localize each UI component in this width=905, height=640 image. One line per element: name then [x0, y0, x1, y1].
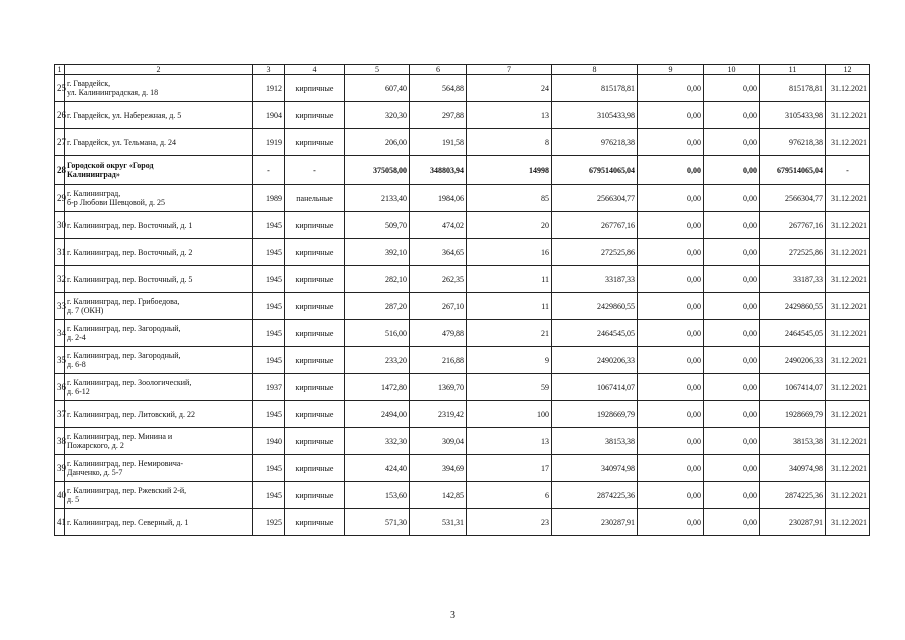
value-cell: 0,00 [704, 266, 760, 293]
address-line: г. Калининград, пер. Восточный, д. 1 [67, 220, 193, 230]
value-cell: 479,88 [410, 320, 467, 347]
table-row [55, 185, 870, 212]
address-line: Калининград» [67, 170, 120, 179]
address-line: г. Калининград, пер. Восточный, д. 2 [67, 247, 193, 257]
value-cell: 607,40 [345, 75, 410, 102]
value-cell: 509,70 [345, 212, 410, 239]
material-cell: кирпичные [285, 401, 345, 428]
date-cell: 31.12.2021 [826, 102, 870, 129]
year-cell: - [253, 156, 285, 185]
col-header: 5 [345, 65, 410, 75]
row-number: 27 [55, 129, 65, 156]
year-cell: 1945 [253, 455, 285, 482]
row-number: 26 [55, 102, 65, 129]
table-row [55, 212, 870, 239]
date-cell: 31.12.2021 [826, 482, 870, 509]
value-cell: 206,00 [345, 129, 410, 156]
date-cell: 31.12.2021 [826, 129, 870, 156]
table-row [55, 156, 870, 185]
address-cell [65, 185, 253, 212]
row-number: 38 [55, 428, 65, 455]
address-cell [65, 156, 253, 185]
value-cell: 2874225,36 [760, 482, 826, 509]
value-cell: 0,00 [704, 293, 760, 320]
date-cell: 31.12.2021 [826, 509, 870, 536]
value-cell: 392,10 [345, 239, 410, 266]
row-number: 41 [55, 509, 65, 536]
value-cell: 2133,40 [345, 185, 410, 212]
value-cell: 0,00 [638, 239, 704, 266]
value-cell: 0,00 [638, 75, 704, 102]
address-line: д. 5 [67, 495, 80, 504]
value-cell: 2464545,05 [760, 320, 826, 347]
material-cell: кирпичные [285, 75, 345, 102]
value-cell: 1928669,79 [552, 401, 638, 428]
value-cell: 2319,42 [410, 401, 467, 428]
page-number: 3 [450, 610, 455, 621]
material-cell: кирпичные [285, 129, 345, 156]
column-number-header-row [55, 65, 870, 75]
address-cell [65, 266, 253, 293]
value-cell: 11 [467, 293, 552, 320]
value-cell: 282,10 [345, 266, 410, 293]
value-cell: 0,00 [704, 102, 760, 129]
value-cell: 0,00 [704, 239, 760, 266]
value-cell: 297,88 [410, 102, 467, 129]
year-cell: 1989 [253, 185, 285, 212]
value-cell: 1067414,07 [552, 374, 638, 401]
value-cell: 11 [467, 266, 552, 293]
value-cell: 153,60 [345, 482, 410, 509]
value-cell: 531,31 [410, 509, 467, 536]
year-cell: 1904 [253, 102, 285, 129]
value-cell: 0,00 [638, 482, 704, 509]
row-number: 25 [55, 75, 65, 102]
value-cell: 17 [467, 455, 552, 482]
value-cell: 0,00 [704, 129, 760, 156]
address-line: ул. Калининградская, д. 18 [67, 88, 159, 97]
value-cell: 516,00 [345, 320, 410, 347]
material-cell: кирпичные [285, 293, 345, 320]
value-cell: 287,20 [345, 293, 410, 320]
value-cell: 38153,38 [760, 428, 826, 455]
value-cell: 1984,06 [410, 185, 467, 212]
value-cell: 0,00 [638, 428, 704, 455]
value-cell: 679514065,04 [760, 156, 826, 185]
material-cell: панельные [285, 185, 345, 212]
year-cell: 1940 [253, 428, 285, 455]
address-cell [65, 102, 253, 129]
address-line: г. Калининград, пер. Загородный, [67, 351, 181, 360]
value-cell: 233,20 [345, 347, 410, 374]
value-cell: 0,00 [704, 320, 760, 347]
value-cell: 976218,38 [760, 129, 826, 156]
date-cell: 31.12.2021 [826, 455, 870, 482]
row-number: 31 [55, 239, 65, 266]
address-cell [65, 428, 253, 455]
address-line: г. Калининград, пер. Ржевский 2-й, [67, 486, 187, 495]
year-cell: 1912 [253, 75, 285, 102]
date-cell: 31.12.2021 [826, 239, 870, 266]
year-cell: 1925 [253, 509, 285, 536]
date-cell: 31.12.2021 [826, 266, 870, 293]
year-cell: 1945 [253, 212, 285, 239]
value-cell: 0,00 [704, 455, 760, 482]
value-cell: 13 [467, 102, 552, 129]
value-cell: 309,04 [410, 428, 467, 455]
table-row [55, 293, 870, 320]
table-row [55, 129, 870, 156]
value-cell: 3105433,98 [760, 102, 826, 129]
year-cell: 1945 [253, 482, 285, 509]
value-cell: 0,00 [704, 509, 760, 536]
value-cell: 59 [467, 374, 552, 401]
value-cell: 0,00 [704, 75, 760, 102]
value-cell: 21 [467, 320, 552, 347]
address-cell [65, 401, 253, 428]
address-cell [65, 129, 253, 156]
value-cell: 332,30 [345, 428, 410, 455]
material-cell: кирпичные [285, 374, 345, 401]
value-cell: 815178,81 [760, 75, 826, 102]
row-number: 29 [55, 185, 65, 212]
value-cell: 0,00 [704, 401, 760, 428]
row-number: 35 [55, 347, 65, 374]
col-header: 3 [253, 65, 285, 75]
value-cell: 267767,16 [552, 212, 638, 239]
row-number: 32 [55, 266, 65, 293]
value-cell: 267767,16 [760, 212, 826, 239]
table-row [55, 239, 870, 266]
date-cell: 31.12.2021 [826, 320, 870, 347]
address-cell [65, 293, 253, 320]
col-header: 6 [410, 65, 467, 75]
value-cell: 2566304,77 [760, 185, 826, 212]
value-cell: 340974,98 [552, 455, 638, 482]
value-cell: 2429860,55 [552, 293, 638, 320]
value-cell: 1369,70 [410, 374, 467, 401]
table-row [55, 102, 870, 129]
material-cell: - [285, 156, 345, 185]
col-header: 11 [760, 65, 826, 75]
value-cell: 0,00 [638, 102, 704, 129]
value-cell: 0,00 [704, 374, 760, 401]
table-row [55, 482, 870, 509]
row-number: 40 [55, 482, 65, 509]
year-cell: 1919 [253, 129, 285, 156]
value-cell: 0,00 [638, 185, 704, 212]
address-line: Данченко, д. 5-7 [67, 468, 123, 477]
value-cell: 267,10 [410, 293, 467, 320]
address-line: г. Калининград, пер. Северный, д. 1 [67, 517, 189, 527]
table-row [55, 75, 870, 102]
value-cell: 8 [467, 129, 552, 156]
table-row [55, 509, 870, 536]
col-header: 4 [285, 65, 345, 75]
row-number: 34 [55, 320, 65, 347]
year-cell: 1945 [253, 266, 285, 293]
row-number: 33 [55, 293, 65, 320]
value-cell: 364,65 [410, 239, 467, 266]
value-cell: 564,88 [410, 75, 467, 102]
value-cell: 0,00 [704, 212, 760, 239]
date-cell: - [826, 156, 870, 185]
address-cell [65, 239, 253, 266]
table-row [55, 401, 870, 428]
value-cell: 0,00 [638, 293, 704, 320]
col-header: 10 [704, 65, 760, 75]
date-cell: 31.12.2021 [826, 293, 870, 320]
col-header: 8 [552, 65, 638, 75]
row-number: 28 [55, 156, 65, 185]
row-number: 39 [55, 455, 65, 482]
address-line: д. 7 (ОКН) [67, 306, 104, 315]
value-cell: 0,00 [638, 509, 704, 536]
table-row [55, 347, 870, 374]
value-cell: 13 [467, 428, 552, 455]
address-line: б-р Любови Шевцовой, д. 25 [67, 198, 166, 207]
value-cell: 16 [467, 239, 552, 266]
value-cell: 976218,38 [552, 129, 638, 156]
value-cell: 0,00 [638, 156, 704, 185]
address-cell [65, 212, 253, 239]
value-cell: 33187,33 [760, 266, 826, 293]
value-cell: 0,00 [704, 156, 760, 185]
value-cell: 474,02 [410, 212, 467, 239]
value-cell: 0,00 [704, 428, 760, 455]
value-cell: 2490206,33 [552, 347, 638, 374]
housing-register-table [54, 64, 870, 536]
address-line: г. Гвардейск, ул. Тельмана, д. 24 [67, 137, 177, 147]
address-line: д. 2-4 [67, 333, 86, 342]
address-cell [65, 374, 253, 401]
value-cell: 1928669,79 [760, 401, 826, 428]
date-cell: 31.12.2021 [826, 75, 870, 102]
value-cell: 23 [467, 509, 552, 536]
value-cell: 2464545,05 [552, 320, 638, 347]
address-line: г. Калининград, пер. Немировича- [67, 459, 184, 468]
material-cell: кирпичные [285, 212, 345, 239]
value-cell: 216,88 [410, 347, 467, 374]
address-line: г. Калининград, пер. Загородный, [67, 324, 181, 333]
material-cell: кирпичные [285, 266, 345, 293]
address-line: г. Калининград, [67, 189, 121, 198]
value-cell: 1067414,07 [760, 374, 826, 401]
table-row [55, 320, 870, 347]
year-cell: 1945 [253, 320, 285, 347]
value-cell: 0,00 [638, 374, 704, 401]
table-row [55, 455, 870, 482]
row-number: 37 [55, 401, 65, 428]
value-cell: 230287,91 [760, 509, 826, 536]
value-cell: 9 [467, 347, 552, 374]
value-cell: 0,00 [638, 455, 704, 482]
value-cell: 320,30 [345, 102, 410, 129]
col-header: 1 [55, 65, 65, 75]
date-cell: 31.12.2021 [826, 347, 870, 374]
value-cell: 230287,91 [552, 509, 638, 536]
value-cell: 815178,81 [552, 75, 638, 102]
value-cell: 0,00 [638, 129, 704, 156]
value-cell: 24 [467, 75, 552, 102]
address-cell [65, 482, 253, 509]
value-cell: 85 [467, 185, 552, 212]
value-cell: 0,00 [638, 212, 704, 239]
year-cell: 1945 [253, 293, 285, 320]
value-cell: 3105433,98 [552, 102, 638, 129]
table-row [55, 266, 870, 293]
material-cell: кирпичные [285, 102, 345, 129]
col-header: 9 [638, 65, 704, 75]
address-cell [65, 509, 253, 536]
value-cell: 0,00 [704, 347, 760, 374]
address-line: Пожарского, д. 2 [67, 441, 124, 450]
value-cell: 0,00 [638, 401, 704, 428]
value-cell: 20 [467, 212, 552, 239]
value-cell: 424,40 [345, 455, 410, 482]
date-cell: 31.12.2021 [826, 428, 870, 455]
date-cell: 31.12.2021 [826, 185, 870, 212]
col-header: 7 [467, 65, 552, 75]
date-cell: 31.12.2021 [826, 212, 870, 239]
value-cell: 38153,38 [552, 428, 638, 455]
value-cell: 2490206,33 [760, 347, 826, 374]
date-cell: 31.12.2021 [826, 401, 870, 428]
value-cell: 394,69 [410, 455, 467, 482]
address-line: г. Гвардейск, ул. Набережная, д. 5 [67, 110, 182, 120]
address-line: г. Калининград, пер. Зоологический, [67, 378, 192, 387]
material-cell: кирпичные [285, 320, 345, 347]
value-cell: 2494,00 [345, 401, 410, 428]
value-cell: 272525,86 [552, 239, 638, 266]
value-cell: 33187,33 [552, 266, 638, 293]
address-line: г. Гвардейск, [67, 79, 111, 88]
material-cell: кирпичные [285, 428, 345, 455]
value-cell: 272525,86 [760, 239, 826, 266]
value-cell: 2566304,77 [552, 185, 638, 212]
address-line: г. Калининград, пер. Восточный, д. 5 [67, 274, 193, 284]
value-cell: 262,35 [410, 266, 467, 293]
value-cell: 2874225,36 [552, 482, 638, 509]
material-cell: кирпичные [285, 455, 345, 482]
year-cell: 1945 [253, 401, 285, 428]
value-cell: 6 [467, 482, 552, 509]
value-cell: 14998 [467, 156, 552, 185]
value-cell: 679514065,04 [552, 156, 638, 185]
value-cell: 191,58 [410, 129, 467, 156]
col-header: 2 [65, 65, 253, 75]
address-line: д. 6-8 [67, 360, 86, 369]
year-cell: 1945 [253, 239, 285, 266]
address-line: г. Калининград, пер. Минина и [67, 432, 173, 441]
value-cell: 375058,00 [345, 156, 410, 185]
value-cell: 340974,98 [760, 455, 826, 482]
address-line: г. Калининград, пер. Грибоедова, [67, 297, 180, 306]
value-cell: 571,30 [345, 509, 410, 536]
date-cell: 31.12.2021 [826, 374, 870, 401]
value-cell: 2429860,55 [760, 293, 826, 320]
material-cell: кирпичные [285, 347, 345, 374]
address-cell [65, 75, 253, 102]
value-cell: 0,00 [704, 185, 760, 212]
material-cell: кирпичные [285, 482, 345, 509]
address-line: д. 6-12 [67, 387, 90, 396]
value-cell: 142,85 [410, 482, 467, 509]
table-row [55, 374, 870, 401]
address-line: Городской округ «Город [67, 161, 154, 170]
value-cell: 348803,94 [410, 156, 467, 185]
table-row [55, 428, 870, 455]
value-cell: 1472,80 [345, 374, 410, 401]
address-cell [65, 320, 253, 347]
value-cell: 0,00 [704, 482, 760, 509]
row-number: 30 [55, 212, 65, 239]
material-cell: кирпичные [285, 509, 345, 536]
year-cell: 1945 [253, 347, 285, 374]
address-line: г. Калининград, пер. Литовский, д. 22 [67, 409, 195, 419]
address-cell [65, 455, 253, 482]
value-cell: 0,00 [638, 347, 704, 374]
value-cell: 0,00 [638, 320, 704, 347]
value-cell: 100 [467, 401, 552, 428]
row-number: 36 [55, 374, 65, 401]
address-cell [65, 347, 253, 374]
col-header: 12 [826, 65, 870, 75]
year-cell: 1937 [253, 374, 285, 401]
material-cell: кирпичные [285, 239, 345, 266]
value-cell: 0,00 [638, 266, 704, 293]
